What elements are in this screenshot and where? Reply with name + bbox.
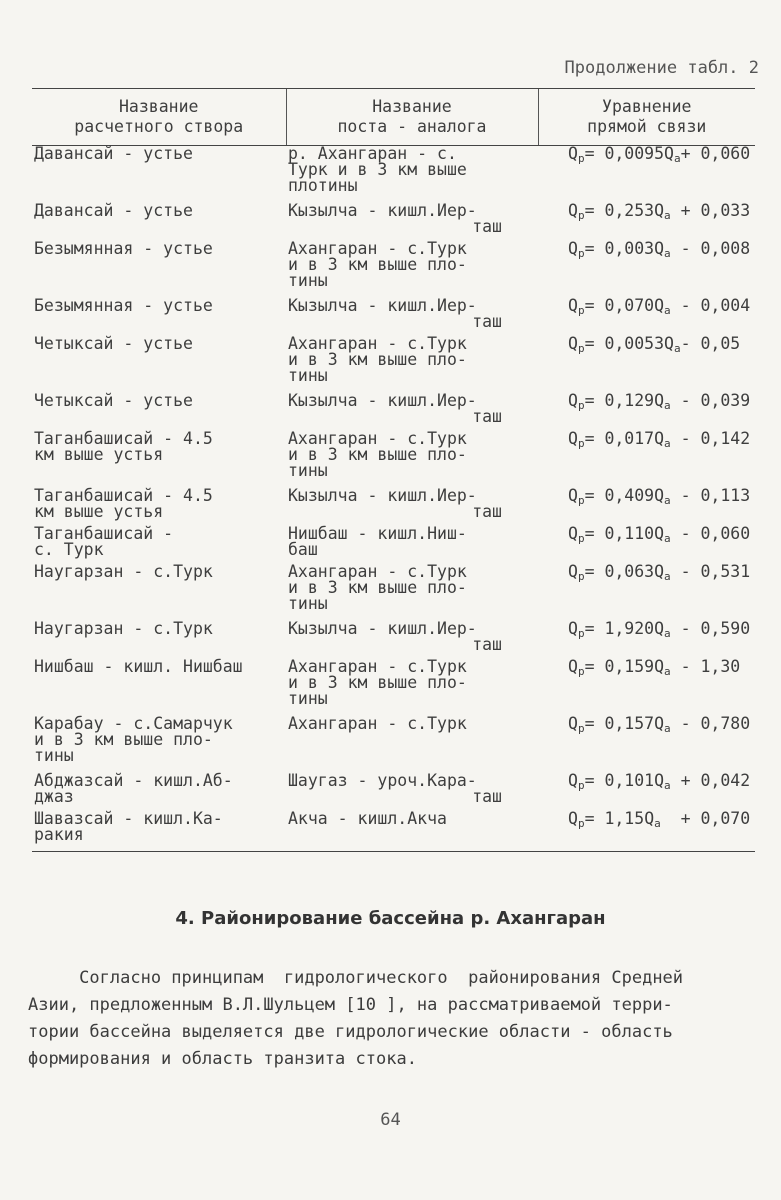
table-row	[32, 241, 755, 298]
header-analog-post: Название поста - аналога	[286, 89, 538, 146]
intercept: + 0,060	[680, 144, 751, 163]
coefficient: 0,159	[604, 656, 655, 676]
table-continuation-caption: Продолжение табл. 2	[564, 58, 759, 78]
analog-post-line: таш	[472, 634, 502, 654]
station-cell	[32, 333, 286, 393]
header-equation: Уравнение прямой связи	[538, 89, 755, 146]
analog-post-line: р. Ахангаран - с.	[288, 144, 457, 163]
station-cell	[32, 390, 286, 431]
coefficient: 1,920	[604, 618, 655, 638]
equation-cell: $Q_p= 0,101Q_a + 0,042$	[568, 770, 751, 792]
analog-post-line: и в 3 км выше пло-	[288, 577, 467, 597]
equation-cell: $Q_p= 0,017Q_a - 0,142$	[568, 428, 751, 450]
table-row	[32, 431, 755, 488]
analog-post-line: таш	[472, 406, 502, 426]
table-row	[32, 811, 755, 852]
paragraph-line: Согласно принципам гидрологического районирования Средней	[28, 968, 684, 988]
station-line: Четыксай - устье	[34, 390, 193, 410]
equation-cell: $Q_p= 0,003Q_a - 0,008$	[568, 238, 751, 260]
intercept: - 0,004	[670, 295, 751, 315]
coefficient: 0,253	[604, 200, 655, 220]
equation-cell: $Q_p= 0,253Q_a + 0,033$	[568, 200, 751, 222]
analog-post-line: и в 3 км выше пло-	[288, 672, 467, 692]
station-cell	[32, 238, 286, 298]
station-cell	[32, 713, 286, 773]
table-row	[32, 336, 755, 393]
paragraph-line: формирования и область транзита стока.	[28, 1049, 417, 1069]
regression-table	[32, 88, 755, 852]
analog-post-cell	[286, 390, 538, 431]
equation-cell: $Q_p= 0,063Q_a - 0,531$	[568, 561, 751, 583]
intercept: - 0,142	[670, 428, 751, 448]
station-line: км выше устья	[34, 501, 164, 521]
analog-post-line: Акча - кишл.Акча	[288, 808, 447, 828]
station-cell	[32, 485, 286, 526]
coefficient: 0,101	[604, 770, 655, 790]
equation-cell: $Q_p= 1,15Q_a + 0,070$	[538, 811, 755, 852]
station-line: км выше устья	[34, 444, 164, 464]
analog-post-line: тины	[288, 688, 328, 708]
station-line: Нишбаш - кишл. Нишбаш	[34, 656, 243, 676]
analog-post-line: тины	[288, 460, 328, 480]
station-cell	[32, 200, 286, 241]
station-line: тины	[34, 745, 74, 765]
station-cell	[32, 428, 286, 488]
equation-cell: $Q_p= 0,0095Q_a+ 0,060$	[568, 144, 751, 165]
analog-post-cell	[286, 146, 538, 203]
analog-post-line: Ахангаран - с.Турк	[288, 238, 467, 258]
station-cell	[32, 295, 286, 336]
analog-post-line: Кызылча - кишл.Иер-	[288, 485, 477, 505]
station-line: Безымянная - устье	[34, 238, 213, 258]
station-line: Таганбашисай - 4.5	[34, 485, 213, 505]
analog-post-line: Кызылча - кишл.Иер-	[288, 200, 477, 220]
coefficient: 0,129	[604, 390, 655, 410]
station-line: Четыксай - устье	[34, 333, 193, 353]
station-line: Давансай - устье	[34, 200, 193, 220]
paragraph-line: Азии, предложенным В.Л.Шульцем [10 ], на рассматриваемой терри-	[28, 995, 673, 1015]
coefficient: 0,003	[604, 238, 655, 258]
analog-post-line: и в 3 км выше пло-	[288, 254, 467, 274]
station-line: Наугарзан - с.Турк	[34, 561, 213, 581]
station-line: Наугарзан - с.Турк	[34, 618, 213, 638]
table-row	[32, 526, 755, 564]
analog-post-line: таш	[472, 786, 502, 806]
table-row	[32, 659, 755, 716]
analog-post-line: Турк и в 3 км выше	[288, 160, 467, 179]
table-row	[32, 393, 755, 431]
table-row	[32, 203, 755, 241]
analog-post-line: Ахангаран - с.Турк	[288, 428, 467, 448]
coefficient: 1,15	[604, 808, 645, 828]
analog-post-line: Кызылча - кишл.Иер-	[288, 295, 477, 315]
analog-post-cell	[286, 485, 538, 526]
analog-post-line: и в 3 км выше пло-	[288, 349, 467, 369]
station-cell	[32, 146, 286, 203]
analog-post-line: Шаугаз - уроч.Кара-	[288, 770, 477, 790]
table-body	[32, 146, 755, 852]
station-cell	[32, 656, 286, 716]
coefficient: 0,110	[604, 523, 655, 543]
coefficient: 0,0053	[604, 333, 665, 353]
coefficient: 0,157	[604, 713, 655, 733]
intercept: - 0,590	[670, 618, 751, 638]
station-cell	[32, 808, 286, 852]
intercept: - 0,039	[670, 390, 751, 410]
analog-post-line: Ахангаран - с.Турк	[288, 656, 467, 676]
analog-post-line: баш	[288, 539, 318, 559]
table-row	[32, 621, 755, 659]
header-station: Название расчетного створа	[32, 89, 286, 146]
station-line: Таганбашисай - 4.5	[34, 428, 213, 448]
intercept: - 0,008	[670, 238, 751, 258]
analog-post-line: плотины	[288, 176, 358, 195]
page-number: 64	[380, 1110, 401, 1130]
station-cell	[32, 618, 286, 659]
analog-post-cell	[286, 523, 538, 564]
table-row	[32, 146, 755, 203]
analog-post-line: Ахангаран - с.Турк	[288, 713, 467, 733]
analog-post-cell	[286, 713, 538, 773]
analog-post-cell	[286, 200, 538, 241]
table-row	[32, 488, 755, 526]
station-line: Безымянная - устье	[34, 295, 213, 315]
coefficient: 0,0095	[604, 144, 665, 163]
analog-post-cell	[286, 561, 538, 621]
table-header-row	[32, 89, 755, 146]
station-line: Шавазсай - кишл.Ка-	[34, 808, 223, 828]
analog-post-line: Кызылча - кишл.Иер-	[288, 390, 477, 410]
table-row	[32, 773, 755, 811]
intercept: + 0,033	[670, 200, 751, 220]
analog-post-cell	[286, 770, 538, 811]
intercept: - 1,30	[670, 656, 741, 676]
analog-post-line: таш	[472, 311, 502, 331]
equation-cell: $Q_p= 0,129Q_a - 0,039$	[568, 390, 751, 412]
station-cell	[32, 523, 286, 564]
station-line: Карабау - с.Самарчук	[34, 713, 233, 733]
equation-cell: $Q_p= 0,110Q_a - 0,060$	[568, 523, 751, 545]
coefficient: 0,063	[604, 561, 655, 581]
analog-post-cell	[286, 808, 538, 852]
section-heading: 4. Районирование бассейна р. Ахангаран	[175, 908, 606, 929]
analog-post-line: Кызылча - кишл.Иер-	[288, 618, 477, 638]
paragraph-line: тории бассейна выделяется две гидрологические области - область	[28, 1022, 673, 1042]
analog-post-cell	[286, 238, 538, 298]
analog-post-cell	[286, 656, 538, 716]
table-row	[32, 564, 755, 621]
station-line: Абджазсай - кишл.Аб-	[34, 770, 233, 790]
station-line: Таганбашисай -	[34, 523, 174, 543]
station-line: Давансай - устье	[34, 144, 193, 163]
intercept: - 0,05	[680, 333, 741, 353]
coefficient: 0,017	[604, 428, 655, 448]
intercept: - 0,531	[670, 561, 751, 581]
intercept: + 0,070	[660, 808, 751, 828]
coefficient: 0,070	[604, 295, 655, 315]
equation-cell: $Q_p= 0,159Q_a - 1,30$	[568, 656, 741, 678]
equation-cell: $Q_p= 0,0053Q_a-$ 0,05	[568, 333, 741, 355]
analog-post-line: тины	[288, 593, 328, 613]
station-cell	[32, 770, 286, 811]
analog-post-cell	[286, 618, 538, 659]
equation-cell: $Q_p= 0,157Q_a - 0,780$	[568, 713, 751, 735]
analog-post-line: Ахангаран - с.Турк	[288, 333, 467, 353]
station-cell	[32, 561, 286, 621]
analog-post-line: и в 3 км выше пло-	[288, 444, 467, 464]
equation-cell: $Q_p= 0,070Q_a - 0,004$	[568, 295, 751, 317]
intercept: + 0,042	[670, 770, 751, 790]
analog-post-line: таш	[472, 216, 502, 236]
analog-post-line: Нишбаш - кишл.Ниш-	[288, 523, 467, 543]
table-row	[32, 298, 755, 336]
intercept: - 0,780	[670, 713, 751, 733]
analog-post-line: Ахангаран - с.Турк	[288, 561, 467, 581]
station-line: и в 3 км выше пло-	[34, 729, 213, 749]
station-line: с. Турк	[34, 539, 104, 559]
station-line: джаз	[34, 786, 74, 806]
analog-post-cell	[286, 333, 538, 393]
analog-post-cell	[286, 428, 538, 488]
analog-post-line: таш	[472, 501, 502, 521]
table-row	[32, 716, 755, 773]
analog-post-line: тины	[288, 270, 328, 290]
body-paragraph	[28, 965, 756, 1073]
equation-cell: $Q_p= 1,920Q_a - 0,590$	[568, 618, 751, 640]
analog-post-cell	[286, 295, 538, 336]
equation-cell: $Q_p= 0,409Q_a - 0,113$	[568, 485, 751, 507]
intercept: - 0,060	[670, 523, 751, 543]
coefficient: 0,409	[604, 485, 655, 505]
intercept: - 0,113	[670, 485, 751, 505]
station-line: ракия	[34, 824, 84, 844]
analog-post-line: тины	[288, 365, 328, 385]
